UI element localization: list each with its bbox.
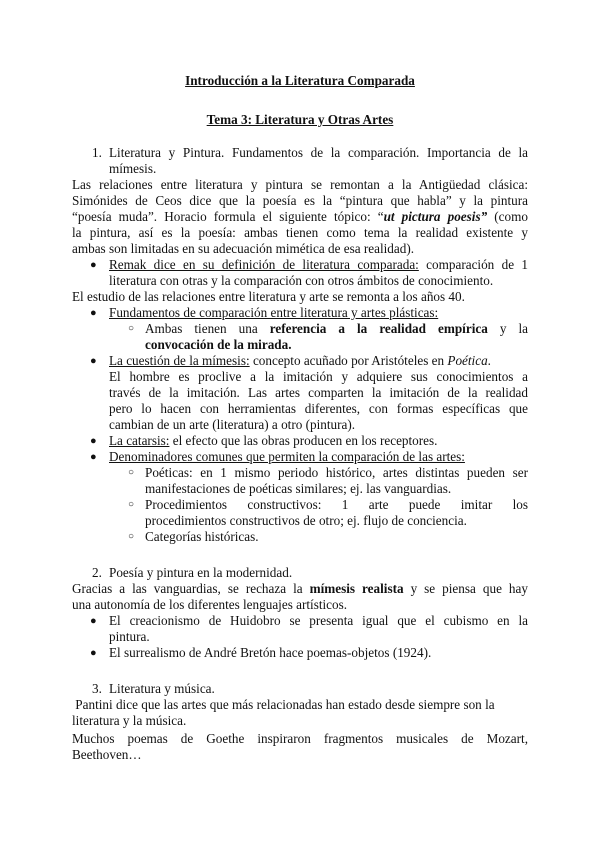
bullet-item: La catarsis: el efecto que las obras producen en los receptores. [109, 433, 438, 448]
bullet-icon: ● [90, 307, 97, 319]
sub-bullet-item: Categorías históricas. [145, 529, 259, 544]
bullet-item-cont: cambian de un arte (literatura) a otro (pintura). [109, 417, 356, 432]
paragraph-line: literatura y la música. [72, 713, 187, 728]
bullet-icon: ● [90, 259, 97, 271]
paragraph-line: una autonomía de los diferentes lenguajes artísticos. [72, 597, 348, 612]
latin-quote: ut pictura poesis” [383, 209, 488, 224]
section-2-number: 2. [92, 565, 102, 580]
bullet-item: Fundamentos de comparación entre literatura y artes plásticas: [109, 305, 439, 320]
circle-bullet-icon: ○ [128, 531, 135, 542]
bullet-item: Denominadores comunes que permiten la comparación de las artes: [109, 449, 465, 464]
section-3-heading: Literatura y música. [109, 681, 215, 696]
bullet-item: El creacionismo de Huidobro se presenta igual que el cubismo en la [109, 613, 528, 628]
bullet-item-cont: pero lo hacen con herramientas diferentes, con formas específicas que [109, 401, 528, 416]
sub-bullet-item-cont: procedimientos constructivos de otro; ej. flujo de conciencia. [145, 513, 467, 528]
circle-bullet-icon: ○ [128, 499, 135, 510]
circle-bullet-icon: ○ [128, 467, 135, 478]
paragraph-line: “poesía muda”. Horacio formula el siguiente tópico: “ut pictura poesis” (como [72, 209, 528, 224]
document-title: Introducción a la Literatura Comparada [185, 73, 415, 88]
paragraph-line: Las relaciones entre literatura y pintura se remontan a la Antigüedad clásica: [72, 177, 528, 192]
document-subtitle: Tema 3: Literatura y Otras Artes [206, 112, 394, 127]
sub-bullet-item: Ambas tienen una referencia a la realidad empírica y la [145, 321, 528, 336]
bullet-item: Remak dice en su definición de literatura comparada: comparación de 1 [109, 257, 528, 272]
paragraph-line: Simónides de Ceos dice que la poesía es la “pintura que habla” y la pintura [72, 193, 528, 208]
section-3-number: 3. [92, 681, 102, 696]
paragraph-line: Pantini dice que las artes que más relacionadas han estado desde siempre son la [72, 697, 495, 712]
sub-bullet-item: Poéticas: en 1 mismo periodo histórico, artes distintas pueden ser [145, 465, 528, 480]
bullet-icon: ● [90, 647, 97, 659]
bullet-item-cont: pintura. [109, 629, 150, 644]
section-1-heading-cont: mímesis. [109, 161, 157, 176]
bullet-item-cont: El hombre es proclive a la imitación y adquiere sus conocimientos a [109, 369, 528, 384]
section-1-number: 1. [92, 145, 102, 160]
bullet-icon: ● [90, 435, 97, 447]
section-2-heading: Poesía y pintura en la modernidad. [109, 565, 293, 580]
bullet-item: El surrealismo de André Bretón hace poemas-objetos (1924). [109, 645, 432, 660]
paragraph-line: la pintura, así es la poesía: ambas tienen como tema la realidad existente y [72, 225, 528, 240]
paragraph-line: Muchos poemas de Goethe inspiraron fragmentos musicales de Mozart, [72, 731, 528, 746]
bullet-icon: ● [90, 451, 97, 463]
sub-bullet-item: Procedimientos constructivos: 1 arte puede imitar los [145, 497, 528, 512]
bullet-icon: ● [90, 615, 97, 627]
bullet-icon: ● [90, 355, 97, 367]
paragraph-line: Beethoven… [72, 747, 142, 762]
paragraph-line: ambas son limitadas en su adecuación mimética de esa realidad). [72, 241, 415, 256]
bullet-item-cont: literatura con otras y la comparación con otros ámbitos de conocimiento. [109, 273, 494, 288]
bullet-item: La cuestión de la mímesis: concepto acuñado por Aristóteles en Poética. [109, 353, 491, 368]
sub-bullet-item-cont: convocación de la mirada. [145, 337, 292, 352]
sub-bullet-item-cont: manifestaciones de poéticas similares; ej. las vanguardias. [145, 481, 452, 496]
paragraph-line: Gracias a las vanguardias, se rechaza la mímesis realista y se piensa que hay [72, 581, 528, 596]
bullet-item-cont: través de la imitación. Las artes comparten la imitación de la realidad [109, 385, 528, 400]
circle-bullet-icon: ○ [128, 323, 135, 334]
section-1-heading: Literatura y Pintura. Fundamentos de la comparación. Importancia de la [109, 145, 528, 160]
paragraph-line: El estudio de las relaciones entre literatura y arte se remonta a los años 40. [72, 289, 465, 304]
